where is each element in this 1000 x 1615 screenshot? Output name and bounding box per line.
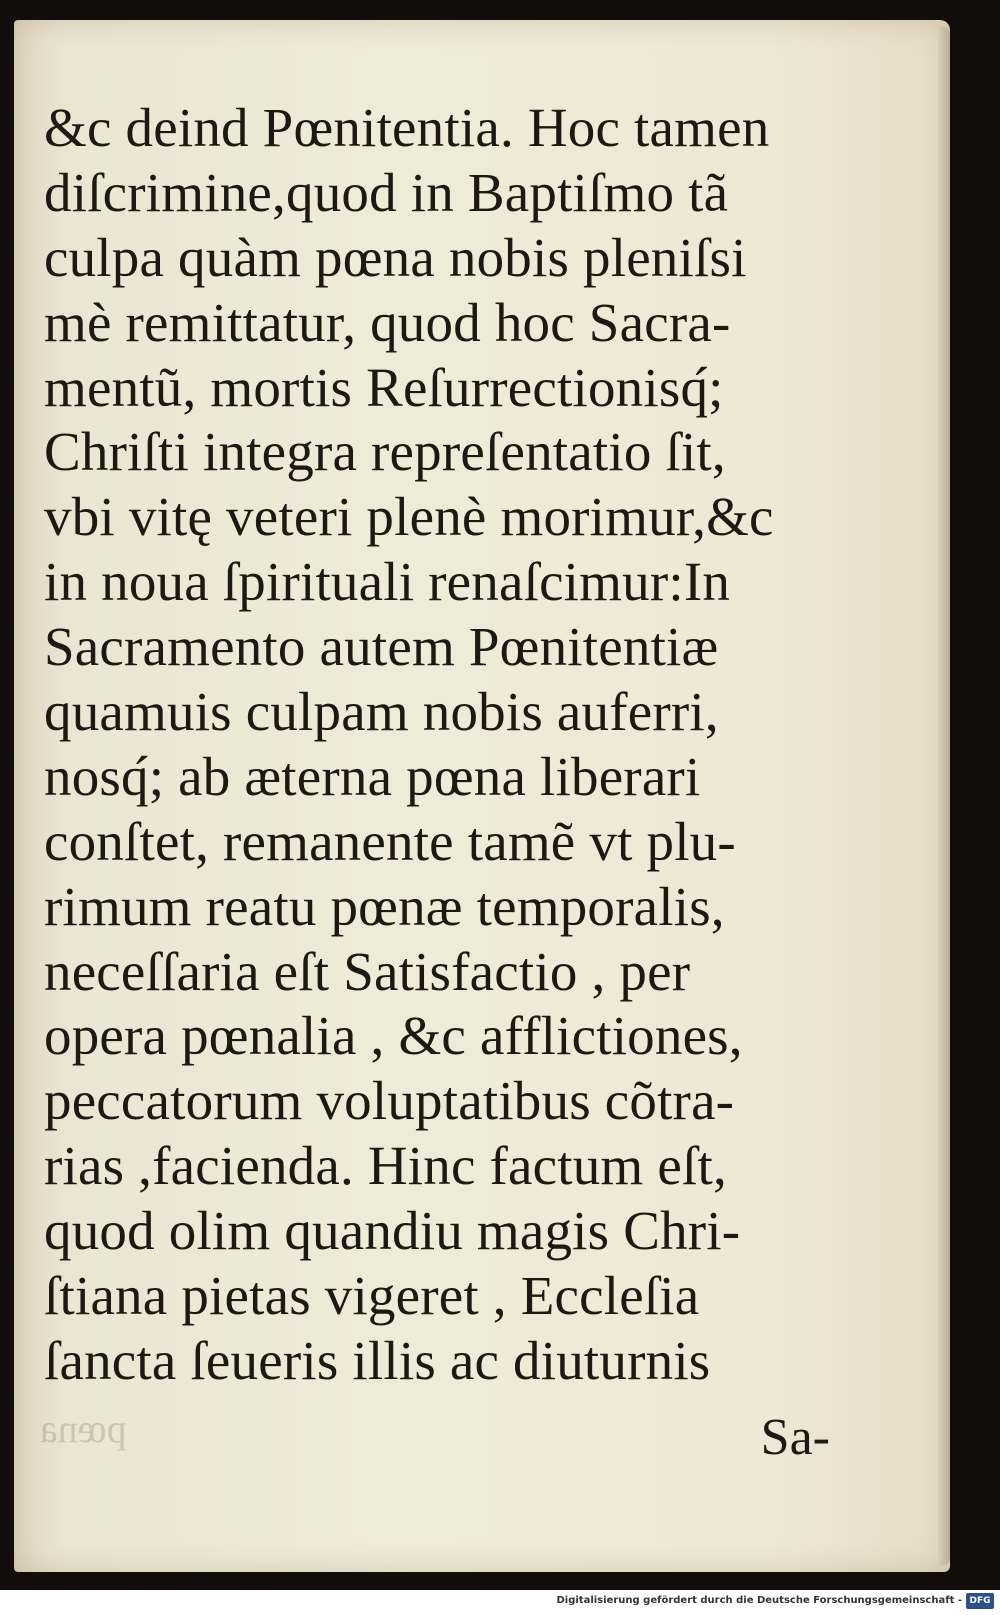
text-line: diſcrimine,quod in Baptiſmo tã	[44, 161, 729, 223]
text-line: vbi vitę veteri plenè morimur,&c	[44, 486, 774, 548]
text-line: conſtet, remanente tamẽ vt plu-	[44, 810, 736, 872]
text-line: Sacramento autem Pœnitentiæ	[44, 616, 719, 678]
page-edge	[938, 26, 950, 1566]
text-line: quamuis culpam nobis auferri,	[44, 681, 719, 743]
footer-bar	[0, 1590, 1000, 1615]
text-line: rias ,facienda. Hinc factum eſt,	[44, 1135, 727, 1197]
text-line: neceſſaria eſt Satisfactio , per	[44, 940, 691, 1002]
main-text	[44, 96, 844, 1394]
text-line: culpa quàm pœna nobis pleniſsi	[44, 226, 747, 288]
dfg-logo: DFG	[966, 1593, 994, 1609]
text-line: &c deind Pœnitentia. Hoc tamen	[44, 97, 770, 158]
text-line: Chriſti integra repreſentatio ſit,	[44, 421, 726, 483]
text-line: opera pœnalia , &c afflictiones,	[44, 1005, 743, 1067]
funding-credit: Digitalisierung gefördert durch die Deutsche Forschungsgemeinschaft -	[556, 1595, 962, 1606]
text-line: ſancta ſeueris illis ac diuturnis	[44, 1329, 711, 1391]
text-line: quod olim quandiu magis Chri-	[44, 1200, 741, 1262]
text-line: peccatorum voluptatibus cõtra-	[44, 1070, 735, 1132]
text-line: mè remittatur, quod hoc Sacra-	[44, 291, 731, 353]
text-line: in noua ſpirituali renaſcimur:In	[44, 551, 731, 613]
catchword: Sa-	[760, 1409, 830, 1466]
text-line: nosq́; ab æterna pœna liberari	[44, 745, 701, 807]
text-line: rimum reatu pœnæ temporalis,	[44, 875, 725, 937]
text-line: ſtiana pietas vigeret , Eccleſia	[44, 1265, 700, 1327]
bleed-through-text: pœna	[40, 1406, 127, 1451]
text-line: mentũ, mortis Reſurrectionisq́;	[44, 356, 724, 418]
